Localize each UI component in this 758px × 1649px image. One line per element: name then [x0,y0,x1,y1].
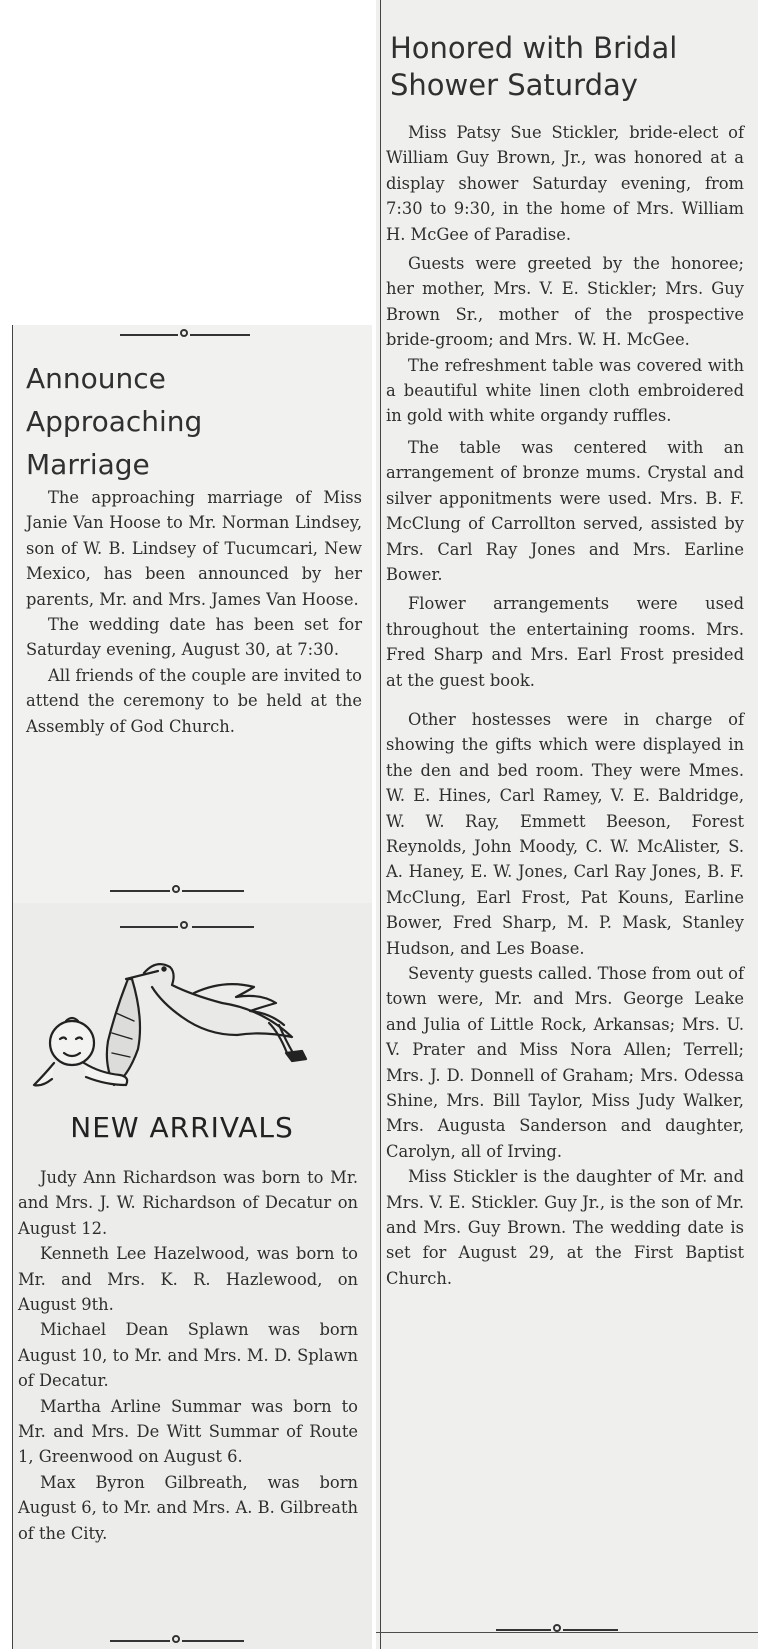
paragraph: Max Byron Gilbreath, was born August 6, to Mr. and Mrs. A. B. Gilbreath of the City. [18,1472,358,1543]
headline-line-1: Honored with Bridal [390,31,678,65]
top-divider [12,919,372,933]
paragraph: The wedding date has been set for Saturday evening, August 30, at 7:30. [26,615,362,660]
bridal-shower-body [386,120,744,1291]
paragraph: Guests were greeted by the honoree; her mother, Mrs. V. E. Stickler; Mrs. Guy Brown Sr., mother of the prospective bride-groom; and Mrs. W. H. McGee. [386,254,744,350]
end-divider [12,1633,372,1647]
headline-line-2: Approaching [26,405,203,438]
paragraph: All friends of the couple are invited to attend the ceremony to be held at the Assembly of God Church. [26,665,362,736]
paragraph: The refreshment table was covered with a beautiful white linen cloth embroidered in gold with white organdy ruffles. [386,355,744,426]
new-arrivals-body [18,1165,358,1546]
headline-line-1: Announce [26,362,166,395]
paragraph: Kenneth Lee Hazelwood, was born to Mr. and Mrs. K. R. Hazlewood, on August 9th. [18,1244,358,1315]
headline-line-3: Marriage [26,448,150,481]
paragraph: Miss Stickler is the daughter of Mr. and Mrs. V. E. Stickler. Guy Jr., is the son of Mr. and Mrs. Guy Brown. The wedding date is set for August 29, at the First Baptist Church. [386,1167,744,1288]
paragraph: The table was centered with an arrangement of bronze mums. Crystal and silver apponitments were used. Mrs. B. F. McClung of Carrollton served, assisted by Mrs. Carl Ray Jones and Mrs. Earline Bower. [386,437,744,584]
paragraph: The approaching marriage of Miss Janie Van Hoose to Mr. Norman Lindsey, son of W. B. Lindsey of Tucumcari, New Mexico, has been announced by her parents, Mr. and Mrs. James Van Hoose. [26,488,362,609]
marriage-headline [26,357,356,486]
paragraph: Judy Ann Richardson was born to Mr. and Mrs. J. W. Richardson of Decatur on August 12. [18,1168,358,1238]
paragraph: Miss Patsy Sue Stickler, bride-elect of William Guy Brown, Jr., was honored at a display shower Saturday evening, from 7:30 to 9:30, in the home of Mrs. William H. McGee of Paradise. [386,123,744,244]
paragraph: Flower arrangements were used throughout the entertaining rooms. Mrs. Fred Sharp and Mrs. Earl Frost presided at the guest book. [386,594,744,690]
marriage-article [12,325,372,903]
left-rule [12,325,13,903]
paragraph: Michael Dean Splawn was born August 10, to Mr. and Mrs. M. D. Splawn of Decatur. [18,1320,358,1391]
headline-line-2: Shower Saturday [390,68,638,102]
column-rule [380,0,381,1649]
bottom-divider [12,883,372,897]
paragraph: Martha Arline Summar was born to Mr. and Mrs. De Witt Summar of Route 1, Greenwood on August 6. [18,1396,358,1467]
paragraph: Seventy guests called. Those from out of town were, Mr. and Mrs. George Leake and Julia of Little Rock, Arkansas; Mrs. U. V. Prater and Miss Nora Allen; Terrell; Mrs. J. D. Donnell of Graham; Mrs. Odessa Shine, Mrs. Bill Taylor, Miss Judy Walker, Mrs. Augusta Sanderson and daughter, Carolyn, all of Irving. [386,964,745,1161]
end-divider [376,1622,758,1636]
new-arrivals-heading: NEW ARRIVALS [70,1111,294,1144]
new-arrivals-article [12,903,372,1649]
bridal-shower-article [376,0,758,1649]
stork-baby-illustration [24,953,344,1103]
bridal-shower-headline [390,30,750,104]
paragraph: Other hostesses were in charge of showing the gifts which were displayed in the den and bed room. They were Mmes. W. E. Hines, Carl Ramey, V. E. Baldridge, W. W. Ray, Emmett Beeson, Forest Reynolds, John Moody, C. W. McAlister, S. A. Haney, E. W. Jones, Carl Ray Jones, B. F. McClung, Earl Frost, Pat Kouns, Earline Bower, Fred Sharp, M. P. Mask, Stanley Hudson, and Les Boase. [386,709,744,958]
left-rule [12,903,13,1649]
top-divider [12,327,372,341]
marriage-body [26,485,362,739]
